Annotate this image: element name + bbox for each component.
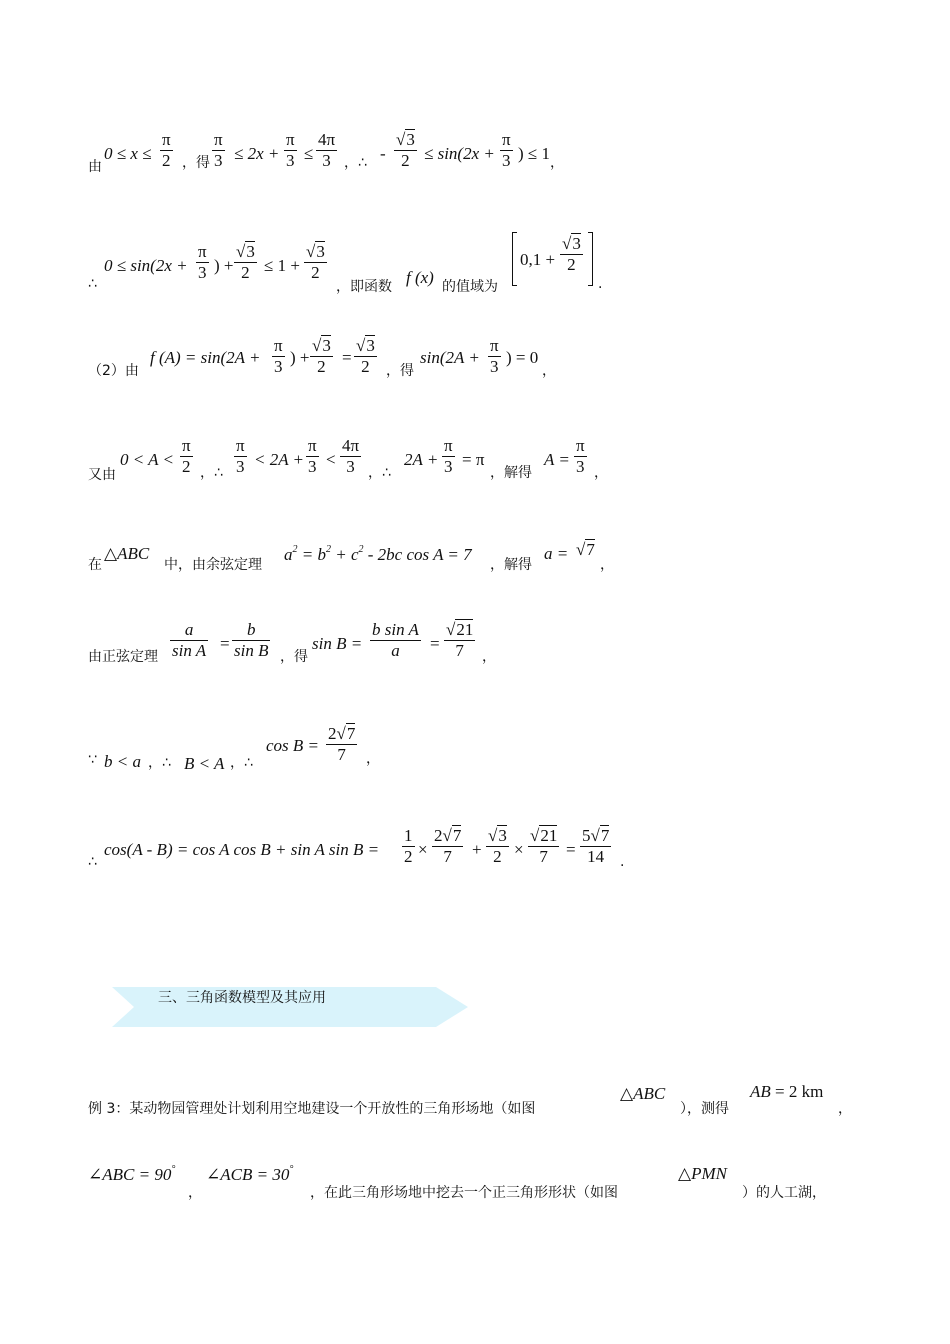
text: 的值域为 xyxy=(442,279,498,295)
math: 0,1 + xyxy=(520,250,556,269)
math: f (A) = sin(2A + xyxy=(150,348,261,367)
math: ≤ 2x + xyxy=(234,144,280,163)
math: = π xyxy=(462,450,485,469)
math: ) = 0 xyxy=(506,348,539,367)
math: 0 ≤ x ≤ xyxy=(104,144,152,163)
fraction: $\frac{\pi}{3}$ xyxy=(444,436,453,476)
text: 在 xyxy=(88,557,102,573)
math: × xyxy=(514,840,524,859)
section-banner xyxy=(112,987,468,1027)
math: a = xyxy=(544,544,569,563)
fraction: $\frac{4\pi}{3}$ xyxy=(342,436,360,476)
math: ) ≤ 1 xyxy=(518,144,550,163)
text: ，解得 xyxy=(490,557,532,573)
math: 0 < A < xyxy=(120,450,174,469)
text: . xyxy=(620,854,625,870)
math: ≤ 1 + xyxy=(264,256,300,275)
text: 中，由余弦定理 xyxy=(164,557,262,573)
text: ，∴ xyxy=(230,755,253,771)
fraction-sqrt: $\frac{2√7}{7}$ xyxy=(434,826,462,866)
math: < xyxy=(326,450,336,469)
math: sin(2A + xyxy=(420,348,480,367)
fraction-sqrt: $\frac{√3}{2}$ xyxy=(396,130,415,170)
fraction: $\frac{1}{2}$ xyxy=(404,826,413,866)
fraction: $\frac{a}{\text{sin A}}$ xyxy=(172,620,207,660)
text: ，∴ xyxy=(200,465,223,481)
fraction: $\frac{b}{\text{sin B}}$ xyxy=(234,620,269,660)
right-bracket xyxy=(588,232,593,286)
math: + xyxy=(472,840,482,859)
fraction: $\frac{\pi}{3}$ xyxy=(502,130,511,170)
text: . xyxy=(598,276,603,292)
math: AB = 2 km xyxy=(750,1082,824,1101)
text: ， xyxy=(600,557,614,573)
fraction: $\frac{\pi}{3}$ xyxy=(286,130,295,170)
text: ，解得 xyxy=(490,465,532,481)
fraction-sqrt: $\frac{√3}{2}$ xyxy=(236,242,255,282)
fraction-sqrt: $\frac{2√7}{7}$ xyxy=(328,724,356,764)
fraction: $\frac{\pi}{3}$ xyxy=(308,436,317,476)
text: ， xyxy=(482,649,496,665)
text: ， xyxy=(594,465,608,481)
math: ) + xyxy=(290,348,310,367)
text: ，得 xyxy=(386,363,414,379)
text: ，∴ xyxy=(344,155,367,171)
text: ∴ xyxy=(88,854,97,870)
text: 由 xyxy=(88,159,102,175)
fraction-sqrt: $\frac{√3}{2}$ xyxy=(488,826,507,866)
math: ∠ACB = 30° xyxy=(206,1164,294,1184)
text: ，得 xyxy=(182,155,210,171)
fraction: $\frac{\pi}{2}$ xyxy=(162,130,171,170)
math: 2A + xyxy=(404,450,439,469)
fraction: $\frac{\pi}{3}$ xyxy=(214,130,223,170)
math: ∠ABC = 90° xyxy=(88,1164,176,1184)
fraction-sqrt: $\frac{√21}{7}$ xyxy=(446,620,474,660)
text: ，即函数 xyxy=(336,279,392,295)
math: × xyxy=(418,840,428,859)
math: △PMN xyxy=(678,1164,727,1183)
fraction: $\frac{\pi}{2}$ xyxy=(182,436,191,476)
math: - xyxy=(380,144,386,163)
math: $a^2 = b^2 + c^2 - 2bc$ cos A = 7 xyxy=(284,544,472,564)
math: ≤ xyxy=(304,144,314,163)
math: = xyxy=(430,634,440,653)
math: ≤ sin(2x + xyxy=(424,144,495,163)
text: ）的人工湖， xyxy=(742,1185,826,1201)
fraction: $\frac{\pi}{3}$ xyxy=(236,436,245,476)
fraction: $\frac{\pi}{3}$ xyxy=(490,336,499,376)
math: A = xyxy=(544,450,570,469)
text: ），测得 xyxy=(680,1101,729,1117)
text: ，∴ xyxy=(368,465,391,481)
math: B < A xyxy=(184,754,225,773)
fraction-sqrt: $\frac{√3}{2}$ xyxy=(312,336,331,376)
math: ) + xyxy=(214,256,234,275)
left-bracket xyxy=(512,232,517,286)
text: ， xyxy=(838,1101,852,1117)
math: = xyxy=(220,634,230,653)
text: ， xyxy=(550,155,564,171)
fraction-sqrt: $\frac{5√7}{14}$ xyxy=(582,826,610,866)
sqrt: √7 xyxy=(576,540,595,559)
text: 由正弦定理 xyxy=(88,649,158,665)
fraction-sqrt: $\frac{√21}{7}$ xyxy=(530,826,558,866)
text: ， xyxy=(188,1185,202,1201)
fraction: $\frac{4\pi}{3}$ xyxy=(318,130,336,170)
math: < 2A + xyxy=(254,450,305,469)
math: cos B = xyxy=(266,736,320,755)
fraction: $\frac{\pi}{3}$ xyxy=(198,242,207,282)
math: = xyxy=(342,348,352,367)
math: △ABC xyxy=(620,1084,666,1103)
text: 又由 xyxy=(88,467,116,483)
math: = xyxy=(566,840,576,859)
math: b < a xyxy=(104,752,141,771)
text: ，得 xyxy=(280,649,308,665)
fraction-sqrt: $\frac{√3}{2}$ xyxy=(356,336,375,376)
fraction: $\frac{\text{b sin A}}{a}$ xyxy=(372,620,419,660)
text: ， xyxy=(366,751,380,767)
fraction-sqrt: $\frac{√3}{2}$ xyxy=(562,234,581,274)
text: ，∴ xyxy=(148,755,171,771)
text: ， xyxy=(542,363,556,379)
section-title: 三、三角函数模型及其应用 xyxy=(158,990,326,1006)
fraction: $\frac{\pi}{3}$ xyxy=(274,336,283,376)
math: cos(A - B) = cos A cos B + sin A sin B = xyxy=(104,840,380,859)
fraction: $\frac{\pi}{3}$ xyxy=(576,436,585,476)
math: △ABC xyxy=(104,544,150,563)
text: ∵ xyxy=(88,752,97,768)
text: ∴ xyxy=(88,276,97,292)
text: （2）由 xyxy=(88,363,139,379)
text: ，在此三角形场地中挖去一个正三角形形状（如图 xyxy=(310,1185,618,1201)
math: f (x) xyxy=(406,268,434,287)
math: sin B = xyxy=(312,634,363,653)
example-text: 例 3：某动物园管理处计划利用空地建设一个开放性的三角形场地（如图 xyxy=(88,1101,536,1117)
math: 0 ≤ sin(2x + xyxy=(104,256,188,275)
fraction-sqrt: $\frac{√3}{2}$ xyxy=(306,242,325,282)
